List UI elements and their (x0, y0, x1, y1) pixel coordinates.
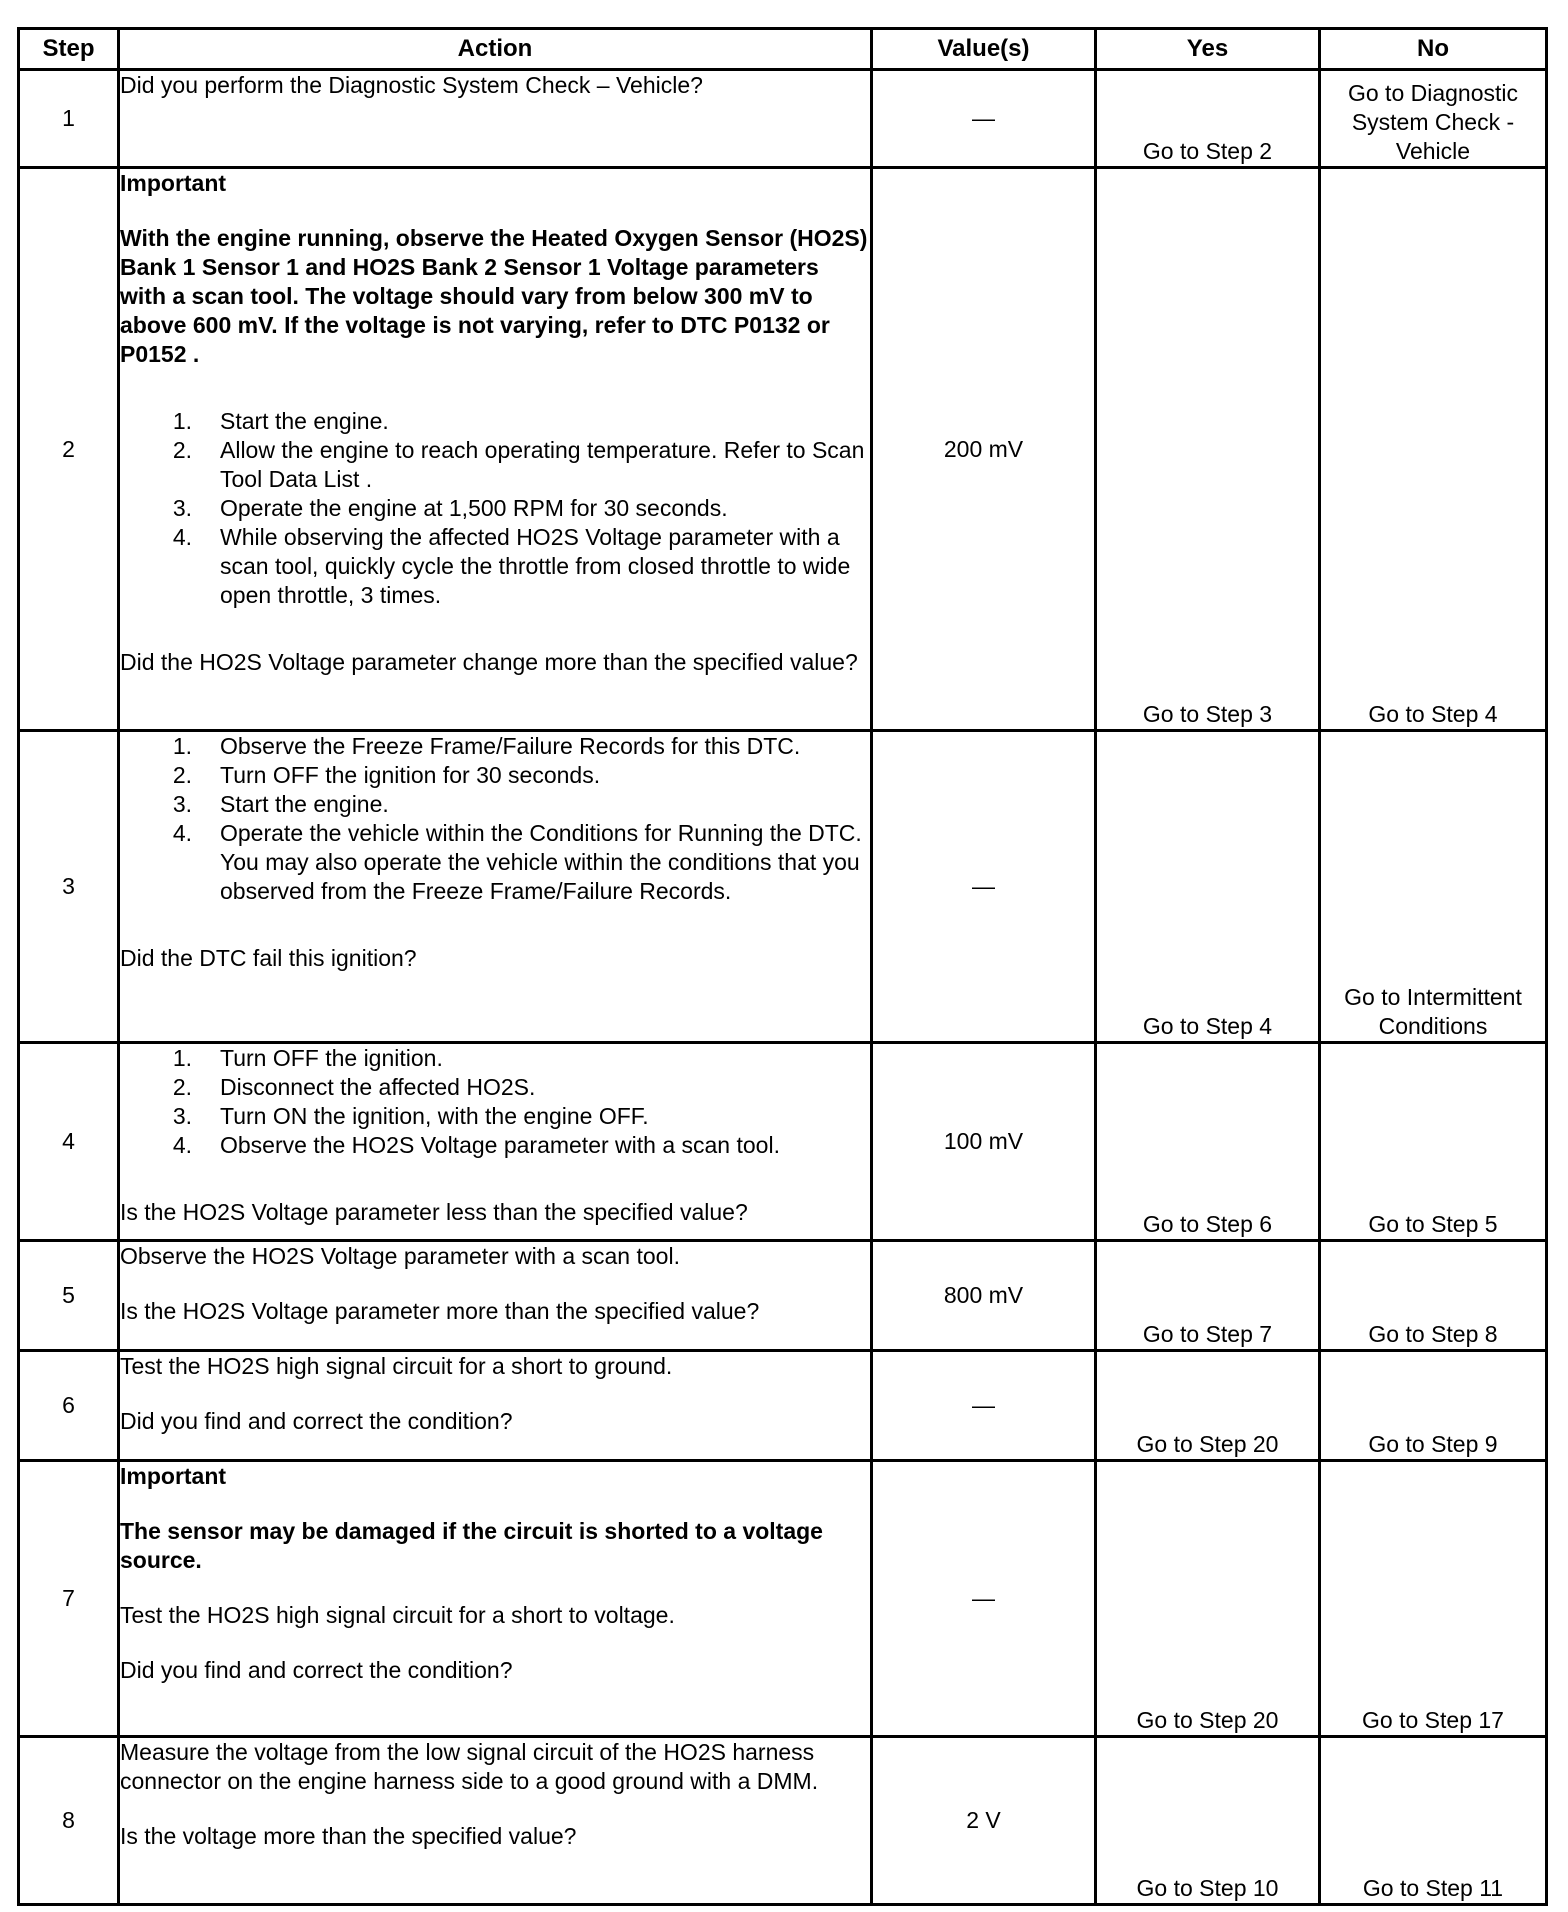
yes-cell (1096, 1241, 1320, 1351)
no-cell (1320, 1241, 1547, 1351)
important-label: Important (120, 170, 227, 196)
procedure-list (120, 732, 870, 906)
action-cell (119, 1737, 872, 1905)
action-cell (119, 1351, 872, 1461)
no-cell (1320, 1461, 1547, 1737)
procedure-step: 2. Turn OFF the ignition for 30 seconds. (172, 762, 601, 788)
procedure-step: 1. Observe the Freeze Frame/Failure Records for this DTC. (172, 733, 801, 759)
value-cell: 200 mV (872, 168, 1096, 731)
no-link: Go to Diagnostic System Check - Vehicle (1347, 80, 1519, 164)
question-text: Is the HO2S Voltage parameter more than the specified value? (120, 1298, 760, 1324)
yes-cell (1096, 1737, 1320, 1905)
table-row-step-7 (19, 1461, 1547, 1737)
table-row-step-1 (19, 70, 1547, 168)
yes-cell (1096, 731, 1320, 1043)
question-text: Is the HO2S Voltage parameter less than the specified value? (120, 1199, 748, 1225)
step-number: 2 (19, 168, 119, 731)
important-text: The sensor may be damaged if the circuit is shorted to a voltage source. (120, 1518, 823, 1573)
yes-link: Go to Step 4 (1142, 1013, 1273, 1039)
procedure-step: 2. Allow the engine to reach operating temperature. Refer to Scan Tool Data List . (172, 437, 865, 492)
step-number: 8 (19, 1737, 119, 1905)
action-text: Did you perform the Diagnostic System Check – Vehicle? (120, 72, 703, 98)
step-number: 4 (19, 1043, 119, 1241)
no-link: Go to Step 4 (1368, 701, 1498, 727)
no-cell (1320, 70, 1547, 168)
header-step: Step (19, 29, 119, 70)
action-cell (119, 1461, 872, 1737)
action-cell (119, 70, 872, 168)
diagnostic-table (17, 27, 1548, 1906)
value-cell: 2 V (872, 1737, 1096, 1905)
action-text: Test the HO2S high signal circuit for a short to ground. (120, 1353, 673, 1379)
step-number: 7 (19, 1461, 119, 1737)
table-row-step-4 (19, 1043, 1547, 1241)
no-link: Go to Step 17 (1362, 1707, 1504, 1733)
table-row-step-3 (19, 731, 1547, 1043)
important-text: With the engine running, observe the Heated Oxygen Sensor (HO2S) Bank 1 Sensor 1 and HO2S Bank 2 Sensor 1 Voltage parameters with a scan tool. The voltage should vary from below 300 mV to above 600 mV. If the voltage is not varying, refer to DTC P0132 or P0152 . (120, 225, 868, 367)
no-link: Go to Step 5 (1368, 1211, 1498, 1237)
value-cell: 800 mV (872, 1241, 1096, 1351)
question-text: Did you find and correct the condition? (120, 1408, 513, 1434)
no-link: Go to Step 9 (1368, 1431, 1498, 1457)
no-link: Go to Intermittent Conditions (1344, 984, 1522, 1039)
value-cell: — (872, 1351, 1096, 1461)
yes-link: Go to Step 20 (1136, 1431, 1279, 1457)
header-yes: Yes (1096, 29, 1320, 70)
yes-link: Go to Step 10 (1136, 1875, 1279, 1901)
step-number: 1 (19, 70, 119, 168)
yes-cell (1096, 1351, 1320, 1461)
value-cell: — (872, 731, 1096, 1043)
important-label: Important (120, 1463, 227, 1489)
step-number: 6 (19, 1351, 119, 1461)
table-row-step-2 (19, 168, 1547, 731)
action-text: Test the HO2S high signal circuit for a short to voltage. (120, 1602, 675, 1628)
question-text: Did you find and correct the condition? (120, 1657, 513, 1683)
no-cell (1320, 1043, 1547, 1241)
action-text: Observe the HO2S Voltage parameter with a scan tool. (120, 1243, 680, 1269)
action-cell (119, 168, 872, 731)
yes-cell (1096, 1043, 1320, 1241)
table-row-step-6 (19, 1351, 1547, 1461)
action-cell (119, 731, 872, 1043)
step-number: 3 (19, 731, 119, 1043)
procedure-list (120, 407, 870, 610)
header-no: No (1320, 29, 1547, 70)
value-cell: — (872, 1461, 1096, 1737)
no-cell (1320, 1737, 1547, 1905)
header-action: Action (119, 29, 872, 70)
no-link: Go to Step 8 (1368, 1321, 1498, 1347)
procedure-step: 3. Turn ON the ignition, with the engine OFF. (172, 1103, 649, 1129)
procedure-step: 2. Disconnect the affected HO2S. (172, 1074, 536, 1100)
question-text: Is the voltage more than the specified value? (120, 1823, 577, 1849)
no-link: Go to Step 11 (1362, 1875, 1504, 1901)
yes-link: Go to Step 3 (1142, 701, 1273, 727)
step-number: 5 (19, 1241, 119, 1351)
question-text: Did the HO2S Voltage parameter change more than the specified value? (120, 649, 858, 675)
yes-link: Go to Step 7 (1142, 1321, 1273, 1347)
question-text: Did the DTC fail this ignition? (120, 945, 417, 971)
action-cell (119, 1043, 872, 1241)
yes-cell (1096, 1461, 1320, 1737)
yes-cell (1096, 168, 1320, 731)
procedure-step: 4. Operate the vehicle within the Conditions for Running the DTC. You may also operate the vehicle within the conditions that you observed from the Freeze Frame/Failure Records. (172, 820, 862, 904)
value-cell: — (872, 70, 1096, 168)
header-values: Value(s) (872, 29, 1096, 70)
action-text: Measure the voltage from the low signal circuit of the HO2S harness connector on the engine harness side to a good ground with a DMM. (120, 1739, 819, 1794)
procedure-step: 1. Start the engine. (172, 408, 389, 434)
table-row-step-5 (19, 1241, 1547, 1351)
yes-cell (1096, 70, 1320, 168)
procedure-step: 4. While observing the affected HO2S Voltage parameter with a scan tool, quickly cycle the throttle from closed throttle to wide open throttle, 3 times. (172, 524, 851, 608)
action-cell (119, 1241, 872, 1351)
header-row (19, 29, 1547, 70)
no-cell (1320, 168, 1547, 731)
no-cell (1320, 1351, 1547, 1461)
yes-link: Go to Step 6 (1142, 1211, 1273, 1237)
table-row-step-8 (19, 1737, 1547, 1905)
procedure-list (120, 1044, 870, 1160)
value-cell: 100 mV (872, 1043, 1096, 1241)
no-cell (1320, 731, 1547, 1043)
procedure-step: 3. Start the engine. (172, 791, 389, 817)
yes-link: Go to Step 20 (1136, 1707, 1279, 1733)
yes-link: Go to Step 2 (1142, 138, 1273, 164)
procedure-step: 3. Operate the engine at 1,500 RPM for 30 seconds. (172, 495, 728, 521)
procedure-step: 1. Turn OFF the ignition. (172, 1045, 443, 1071)
procedure-step: 4. Observe the HO2S Voltage parameter with a scan tool. (172, 1132, 780, 1158)
